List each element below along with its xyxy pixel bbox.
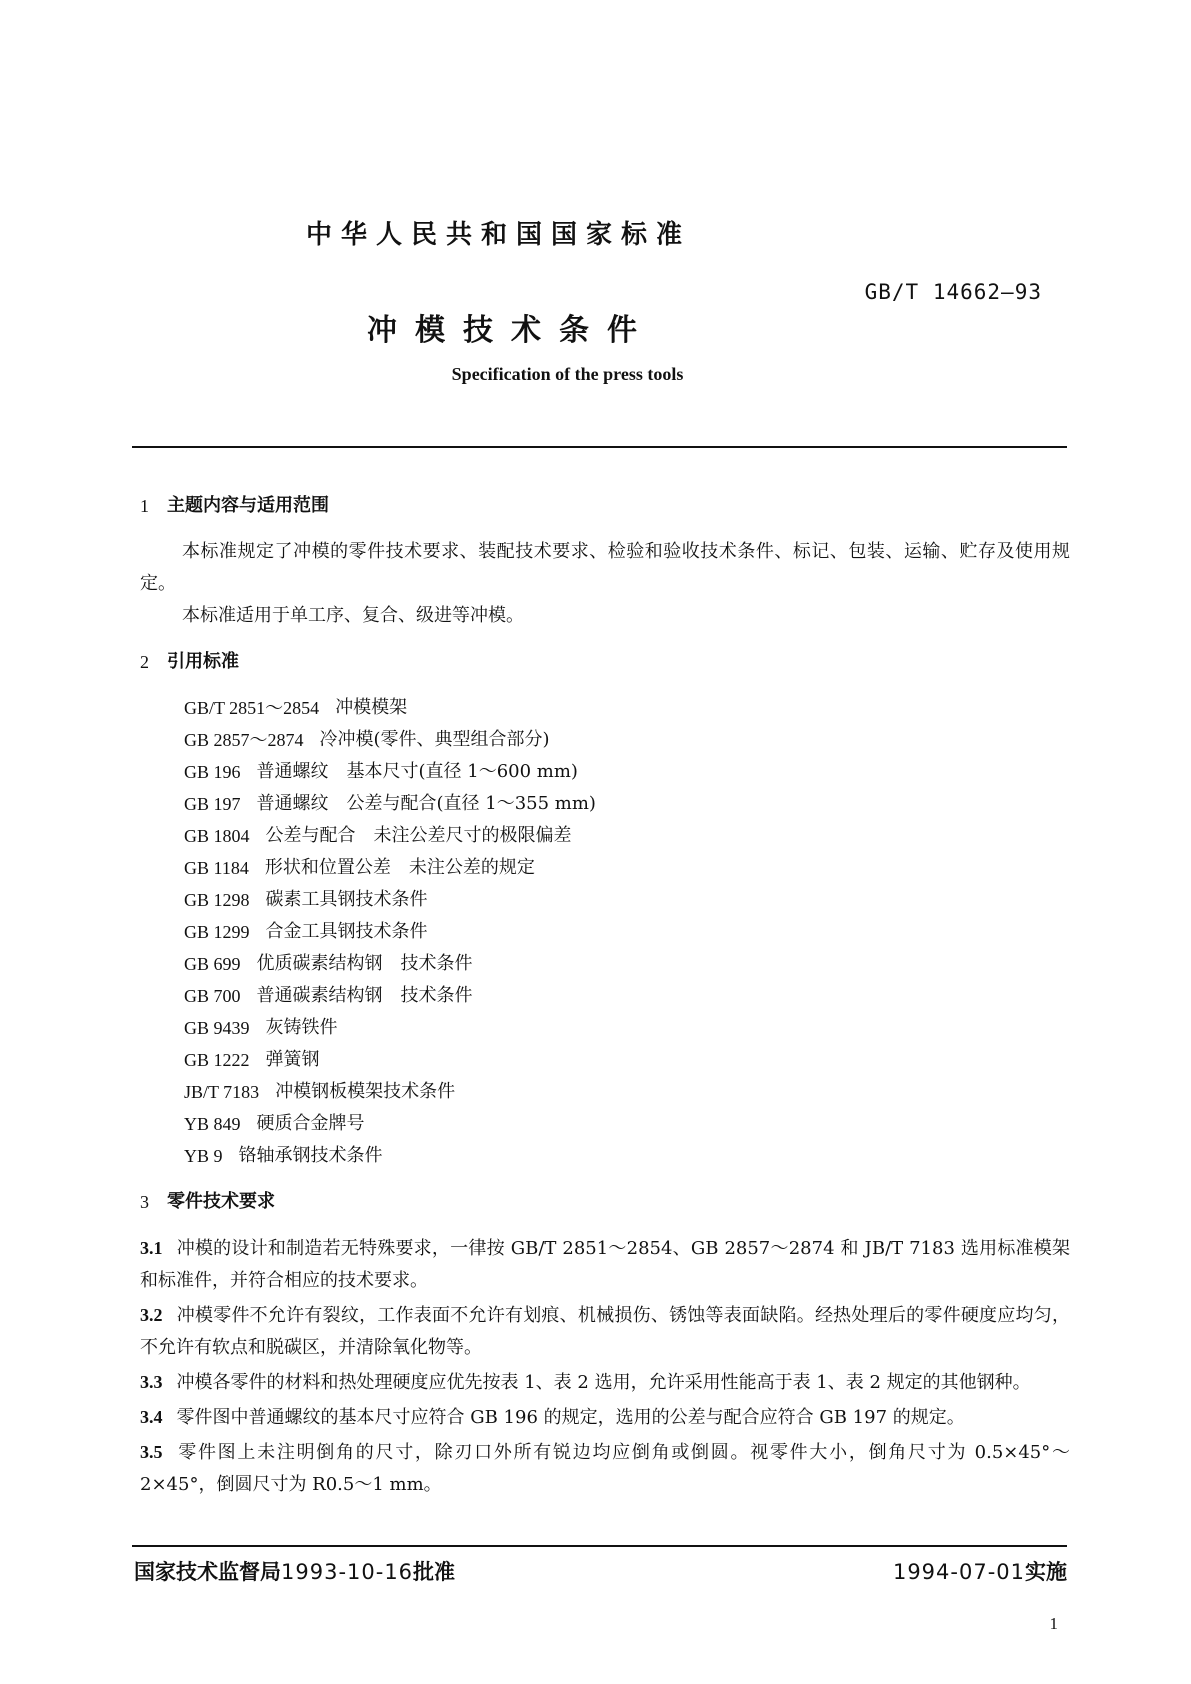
page-number: 1 [1049,1614,1058,1633]
reference-code: YB 9 [184,1146,223,1166]
reference-code: GB 1222 [184,1050,250,1070]
top-divider [132,446,1067,448]
reference-code: GB 700 [184,986,241,1006]
approval-org: 国家技术监督局 [134,1560,281,1584]
reference-item [184,692,1070,724]
reference-code: YB 849 [184,1114,241,1134]
reference-name: 灰铸铁件 [265,1017,338,1038]
section-title: 引用标准 [167,651,239,672]
paragraph: 本标准适用于单工序、复合、级进等冲模。 [182,605,524,626]
reference-code: GB 1298 [184,890,250,910]
reference-name: 冲模模架 [335,697,408,718]
reference-item [184,820,1070,852]
reference-code: GB 197 [184,794,241,814]
reference-name: 公差与配合 未注公差尺寸的极限偏差 [265,825,572,846]
reference-item [184,948,1070,980]
reference-item [184,980,1070,1012]
clause-number: 3.1 [140,1238,163,1258]
reference-code: GB 1804 [184,826,250,846]
reference-item [184,1044,1070,1076]
reference-item [184,852,1070,884]
reference-code: GB 1299 [184,922,250,942]
approval-date: 1993-10-16 [281,1560,414,1584]
reference-name: 合金工具钢技术条件 [265,921,428,942]
implementation-date: 1994-07-01 [892,1560,1025,1584]
document-title-en [0,364,760,385]
reference-code: GB/T 2851～2854 [184,698,320,718]
document-title-en-text: Specification of the press tools [451,364,684,384]
section-number: 2 [140,652,149,672]
reference-item [184,1076,1070,1108]
reference-name: 普通碳素结构钢 技术条件 [256,985,473,1006]
reference-code: GB 1184 [184,858,249,878]
reference-code: JB/T 7183 [184,1082,260,1102]
reference-item [184,1012,1070,1044]
clause-number: 3.2 [140,1305,163,1325]
section-title: 零件技术要求 [167,1191,275,1212]
reference-code: GB 9439 [184,1018,250,1038]
reference-name: 铬轴承钢技术条件 [238,1145,383,1166]
reference-item [184,916,1070,948]
reference-name: 弹簧钢 [265,1049,320,1070]
reference-code: GB 196 [184,762,241,782]
reference-item [184,1108,1070,1140]
reference-item [184,756,1070,788]
section-3 [140,1186,1070,1501]
reference-name: 冲模钢板模架技术条件 [275,1081,456,1102]
section-heading [140,490,1070,522]
clause-text: 冲模各零件的材料和热处理硬度应优先按表 1、表 2 选用，允许采用性能高于表 1、表 2 规定的其他钢种。 [176,1372,1031,1393]
reference-name: 形状和位置公差 未注公差的规定 [264,857,535,878]
section-heading [140,646,1070,678]
document-title-cn: 冲模技术条件 [367,313,655,348]
section-number: 3 [140,1192,149,1212]
national-standard-heading: 中华人民共和国国家标准 [306,220,692,250]
reference-name: 碳素工具钢技术条件 [265,889,428,910]
paragraph: 本标准规定了冲模的零件技术要求、装配技术要求、检验和验收技术条件、标记、包装、运输、贮存及使用规定。 [140,541,1070,594]
reference-item [184,884,1070,916]
reference-name: 优质碳素结构钢 技术条件 [256,953,473,974]
reference-name: 普通螺纹 公差与配合(直径 1～355 mm) [256,793,596,814]
implementation-suffix: 实施 [1025,1560,1067,1584]
reference-item [184,1140,1070,1172]
section-heading [140,1186,1070,1218]
implementation-line [893,1556,1067,1586]
clause-number: 3.3 [140,1372,163,1392]
reference-name: 普通螺纹 基本尺寸(直径 1～600 mm) [256,761,578,782]
reference-item [184,788,1070,820]
clause [140,1436,1070,1501]
reference-code: GB 2857～2874 [184,730,304,750]
standard-code: GB/T 14662—93 [864,280,1042,304]
clause [140,1299,1070,1364]
approval-line [134,1556,455,1586]
clause [140,1366,1070,1399]
document-body [140,490,1070,1515]
reference-name: 冷冲模(零件、典型组合部分) [319,729,550,750]
section-2 [140,646,1070,1172]
clause-text: 冲模的设计和制造若无特殊要求，一律按 GB/T 2851～2854、GB 2857～2874 和 JB/T 7183 选用标准模架和标准件，并符合相应的技术要求。 [140,1238,1070,1291]
clause [140,1232,1070,1297]
clause-number: 3.5 [140,1442,163,1462]
clause-text: 冲模零件不允许有裂纹，工作表面不允许有划痕、机械损伤、锈蚀等表面缺陷。经热处理后的零件硬度应均匀，不允许有软点和脱碳区，并清除氧化物等。 [140,1305,1070,1358]
clause-number: 3.4 [140,1407,163,1427]
section-title: 主题内容与适用范围 [167,495,329,516]
reference-code: GB 699 [184,954,241,974]
clause-text: 零件图上未注明倒角的尺寸，除刃口外所有锐边均应倒角或倒圆。视零件大小，倒角尺寸为 0.5×45°～2×45°，倒圆尺寸为 R0.5～1 mm。 [140,1442,1070,1495]
reference-item [184,724,1070,756]
bottom-divider [132,1545,1067,1547]
clause-text: 零件图中普通螺纹的基本尺寸应符合 GB 196 的规定，选用的公差与配合应符合 GB 197 的规定。 [176,1407,965,1428]
section-number: 1 [140,496,149,516]
reference-name: 硬质合金牌号 [256,1113,365,1134]
approval-suffix: 批准 [413,1560,456,1584]
clause [140,1401,1070,1434]
reference-list [184,692,1070,1172]
section-1 [140,490,1070,632]
